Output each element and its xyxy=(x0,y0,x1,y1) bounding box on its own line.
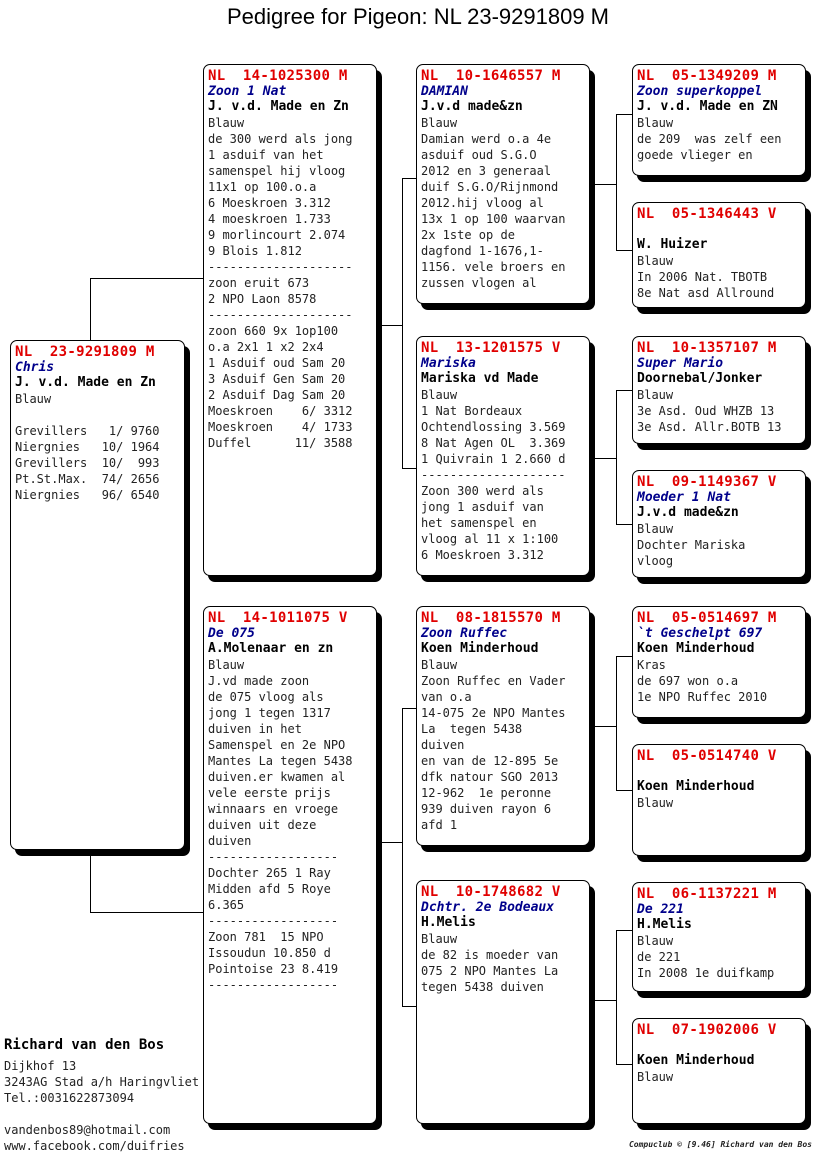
pigeon-name: Mariska xyxy=(421,356,476,371)
pigeon-card-sire-sire-dam[interactable] xyxy=(632,202,806,308)
pigeon-name: Moeder 1 Nat xyxy=(637,490,731,505)
breeder-name: W. Huizer xyxy=(637,237,708,252)
breeder-name: Mariska vd Made xyxy=(421,371,539,386)
info-line: 6.365 xyxy=(208,898,245,912)
connector xyxy=(402,1006,417,1007)
info-line: zussen vlogen al xyxy=(421,276,537,290)
info-line: duiven xyxy=(421,738,465,752)
info-line: Pointoise 23 8.419 xyxy=(208,962,339,976)
pigeon-name: Zoon Ruffec xyxy=(421,626,508,641)
ring-number: NL 13-1201575 V xyxy=(421,340,561,356)
info-line: 3e Asd. Allr.BOTB 13 xyxy=(637,420,782,434)
ring-number: NL 05-1349209 M xyxy=(637,68,777,84)
info-line: 9 morlincourt 2.074 xyxy=(208,228,346,242)
pigeon-card-sire-sire-sire[interactable] xyxy=(632,64,806,176)
info-line: Damian werd o.a 4e xyxy=(421,132,552,146)
info-line: de 697 won o.a xyxy=(637,674,739,688)
info-line: ------------------ xyxy=(208,914,339,928)
connector xyxy=(90,278,91,340)
owner-info xyxy=(4,1036,199,1154)
info-line: duif S.G.O/Rijnmond xyxy=(421,180,559,194)
info-line: van o.a xyxy=(421,690,472,704)
connector xyxy=(616,656,633,657)
info-line: het samenspel en xyxy=(421,516,537,530)
info-line: 939 duiven rayon 6 xyxy=(421,802,552,816)
ring-number: NL 10-1646557 M xyxy=(421,68,561,84)
ring-number: NL 05-0514697 M xyxy=(637,610,777,626)
info-line: 4 moeskroen 1.733 xyxy=(208,212,331,226)
info-line: jong 1 asduif van xyxy=(421,500,544,514)
info-line: 075 2 NPO Mantes La xyxy=(421,964,559,978)
info-line: de 209 was zelf een xyxy=(637,132,782,146)
pigeon-name: DAMIAN xyxy=(421,84,468,99)
connector xyxy=(616,390,633,391)
breeder-name: J. v.d. Made en Zn xyxy=(15,375,156,390)
info-line: duiven.er kwamen al xyxy=(208,770,346,784)
pigeon-name: De 075 xyxy=(208,626,255,641)
info-line: de 82 is moeder van xyxy=(421,948,559,962)
breeder-name: J. v.d. Made en Zn xyxy=(208,99,349,114)
info-line: 2 NPO Laon 8578 xyxy=(208,292,317,306)
info-line: Moeskroen 6/ 3312 xyxy=(208,404,353,418)
breeder-name: Koen Minderhoud xyxy=(637,1053,755,1068)
ring-number: NL 10-1357107 M xyxy=(637,340,777,356)
pigeon-name: Zoon superkoppel xyxy=(637,84,763,99)
info-line: 6 Moeskroen 3.312 xyxy=(208,196,331,210)
info-line: goede vlieger en xyxy=(637,148,753,162)
info-line: Mantes La tegen 5438 xyxy=(208,754,353,768)
breeder-name: Koen Minderhoud xyxy=(637,641,755,656)
ring-number: NL 14-1025300 M xyxy=(208,68,348,84)
pigeon-card-dam-dam[interactable] xyxy=(416,880,590,1124)
connector xyxy=(590,184,616,185)
connector xyxy=(402,178,403,468)
info-line: 13x 1 op 100 waarvan xyxy=(421,212,566,226)
info-line: 1156. vele broers en xyxy=(421,260,566,274)
connector xyxy=(616,250,633,251)
info-line: asduif oud S.G.O xyxy=(421,148,537,162)
info-line: Moeskroen 4/ 1733 xyxy=(208,420,353,434)
owner-street: Dijkhof 13 xyxy=(4,1059,77,1073)
pigeon-name xyxy=(637,1038,801,1053)
pigeon-card-dam-sire-sire[interactable] xyxy=(632,606,806,718)
info-line: 3e Asd. Oud WHZB 13 xyxy=(637,404,775,418)
info-line: 6 Moeskroen 3.312 xyxy=(421,548,544,562)
info-line: 1e NPO Ruffec 2010 xyxy=(637,690,768,704)
info-line: Duffel 11/ 3588 xyxy=(208,436,353,450)
pigeon-card-sire-dam-sire[interactable] xyxy=(632,336,806,444)
pigeon-name: `t Geschelpt 697 xyxy=(637,626,763,641)
ring-number: NL 06-1137221 M xyxy=(637,886,777,902)
info-line: de 075 vloog als xyxy=(208,690,324,704)
pigeon-card-dam-sire[interactable] xyxy=(416,606,590,846)
info-line: In 2008 1e duifkamp xyxy=(637,966,775,980)
info-line: -------------------- xyxy=(208,260,353,274)
connector xyxy=(590,1000,616,1001)
breeder-name: Koen Minderhoud xyxy=(421,641,539,656)
pigeon-card-sire-dam[interactable] xyxy=(416,336,590,576)
info-line: dagfond 1-1676,1- xyxy=(421,244,544,258)
pigeon-card-sire-sire[interactable] xyxy=(416,64,590,304)
info-line: 3 Asduif Gen Sam 20 xyxy=(208,372,346,386)
breeder-name: H.Melis xyxy=(637,917,692,932)
info-line: winnaars en vroege xyxy=(208,802,339,816)
pigeon-name xyxy=(637,222,801,237)
info-line: de 300 werd als jong xyxy=(208,132,353,146)
info-line: Blauw xyxy=(637,522,674,536)
info-line: La tegen 5438 xyxy=(421,722,523,736)
owner-email[interactable]: vandenbos89@hotmail.com xyxy=(4,1123,171,1137)
info-line: Midden afd 5 Roye xyxy=(208,882,331,896)
info-line: Blauw xyxy=(637,388,674,402)
info-line: vele eerste prijs xyxy=(208,786,331,800)
info-line: 8e Nat asd Allround xyxy=(637,286,775,300)
info-line: jong 1 tegen 1317 xyxy=(208,706,331,720)
connector xyxy=(402,708,403,1006)
breeder-name: Koen Minderhoud xyxy=(637,779,755,794)
info-line: Blauw xyxy=(637,934,674,948)
info-line: Blauw xyxy=(421,116,458,130)
connector xyxy=(616,790,633,791)
breeder-name: Doornebal/Jonker xyxy=(637,371,763,386)
breeder-name: J.v.d made&zn xyxy=(637,505,739,520)
info-line: 2012.hij vloog al xyxy=(421,196,544,210)
info-line: Samenspel en 2e NPO xyxy=(208,738,346,752)
connector xyxy=(616,114,617,250)
ring-number: NL 09-1149367 V xyxy=(637,474,777,490)
info-line: Issoudun 10.850 d xyxy=(208,946,331,960)
info-line: Blauw xyxy=(208,658,245,672)
info-line: afd 1 xyxy=(421,818,458,832)
info-line: 1 asduif van het xyxy=(208,148,324,162)
pigeon-card-dam[interactable] xyxy=(203,606,377,1124)
info-line: Blauw xyxy=(421,658,458,672)
info-line: ------------------ xyxy=(208,850,339,864)
info-line: Blauw xyxy=(421,932,458,946)
connector xyxy=(90,912,204,913)
breeder-name: H.Melis xyxy=(421,915,476,930)
connector xyxy=(616,114,633,115)
owner-city: 3243AG Stad a/h Haringvliet xyxy=(4,1075,200,1089)
connector xyxy=(376,325,402,326)
info-line: duiven in het xyxy=(208,722,302,736)
pigeon-name: Dchtr. 2e Bodeaux xyxy=(421,900,555,915)
info-line: 2 Asduif Dag Sam 20 xyxy=(208,388,346,402)
info-line: 2x 1ste op de xyxy=(421,228,515,242)
footer-credit: Compuclub © [9.46] Richard van den Bos xyxy=(628,1140,812,1149)
ring-number: NL 05-0514740 V xyxy=(637,748,777,764)
info-line: vloog xyxy=(637,554,674,568)
pigeon-name xyxy=(637,764,801,779)
info-line: samenspel hij vloog xyxy=(208,164,346,178)
info-line: 14-075 2e NPO Mantes xyxy=(421,706,566,720)
info-line: Blauw xyxy=(15,392,52,406)
info-line: 9 Blois 1.812 xyxy=(208,244,302,258)
info-line: ------------------ xyxy=(208,978,339,992)
connector xyxy=(616,930,617,1064)
info-line: Blauw xyxy=(637,254,674,268)
info-line: Dochter 265 1 Ray xyxy=(208,866,331,880)
info-line: 12-962 1e peronne xyxy=(421,786,552,800)
info-line: vloog al 11 x 1:100 xyxy=(421,532,559,546)
ring-number: NL 08-1815570 M xyxy=(421,610,561,626)
info-line: 1 Asduif oud Sam 20 xyxy=(208,356,346,370)
info-line: Grevillers 10/ 993 xyxy=(15,456,160,470)
connector xyxy=(616,930,633,931)
ring-number: NL 10-1748682 V xyxy=(421,884,561,900)
owner-phone: Tel.:0031622873094 xyxy=(4,1091,135,1105)
info-line: Blauw xyxy=(637,1070,674,1084)
info-line: Pt.St.Max. 74/ 2656 xyxy=(15,472,160,486)
info-line: Niergnies 96/ 6540 xyxy=(15,488,160,502)
info-line: duiven uit deze xyxy=(208,818,317,832)
connector xyxy=(402,468,417,469)
info-line: dfk natour SGO 2013 xyxy=(421,770,559,784)
ring-number: NL 14-1011075 V xyxy=(208,610,348,626)
connector xyxy=(590,726,616,727)
info-line: Blauw xyxy=(208,116,245,130)
pigeon-card-dam-dam-sire[interactable] xyxy=(632,882,806,992)
connector xyxy=(616,390,617,524)
info-line: Kras xyxy=(637,658,666,672)
pigeon-card-sire-dam-dam[interactable] xyxy=(632,470,806,578)
connector xyxy=(376,842,402,843)
connector xyxy=(616,656,617,790)
info-line: 2012 en 3 generaal xyxy=(421,164,552,178)
info-line: J.vd made zoon xyxy=(208,674,310,688)
info-line: -------------------- xyxy=(208,308,353,322)
info-line: Grevillers 1/ 9760 xyxy=(15,424,160,438)
info-line: de 221 xyxy=(637,950,681,964)
connector xyxy=(90,850,91,912)
breeder-name: J. v.d. Made en ZN xyxy=(637,99,778,114)
connector xyxy=(616,1064,633,1065)
info-line: Zoon Ruffec en Vader xyxy=(421,674,566,688)
info-line: Blauw xyxy=(421,388,458,402)
info-line: 1 Quivrain 1 2.660 d xyxy=(421,452,566,466)
info-line: -------------------- xyxy=(421,468,566,482)
info-line: Zoon 781 15 NPO xyxy=(208,930,324,944)
info-line: Ochtendlossing 3.569 xyxy=(421,420,566,434)
ring-number: NL 23-9291809 M xyxy=(15,344,155,360)
info-line: 1 Nat Bordeaux xyxy=(421,404,523,418)
info-line: zoon 660 9x 1op100 xyxy=(208,324,339,338)
owner-website[interactable]: www.facebook.com/duifries xyxy=(4,1139,185,1153)
pigeon-card-sire[interactable] xyxy=(203,64,377,576)
breeder-name: J.v.d made&zn xyxy=(421,99,523,114)
pigeon-name: Super Mario xyxy=(637,356,724,371)
pigeon-name: Zoon 1 Nat xyxy=(208,84,287,99)
info-line: tegen 5438 duiven xyxy=(421,980,544,994)
info-line xyxy=(15,407,180,423)
info-line: Zoon 300 werd als xyxy=(421,484,544,498)
pigeon-name: Chris xyxy=(15,360,55,375)
info-line: 8 Nat Agen OL 3.369 xyxy=(421,436,566,450)
pigeon-card-dam-dam-dam[interactable] xyxy=(632,1018,806,1124)
info-line: duiven xyxy=(208,834,252,848)
breeder-name: A.Molenaar en zn xyxy=(208,641,334,656)
ring-number: NL 05-1346443 V xyxy=(637,206,777,222)
pigeon-card-subject[interactable] xyxy=(10,340,185,850)
info-line: Niergnies 10/ 1964 xyxy=(15,440,160,454)
connector xyxy=(90,278,204,279)
info-line: Dochter Mariska xyxy=(637,538,746,552)
info-line: o.a 2x1 1 x2 2x4 xyxy=(208,340,324,354)
connector xyxy=(402,178,417,179)
owner-name: Richard van den Bos xyxy=(4,1037,165,1053)
info-line: zoon eruit 673 xyxy=(208,276,310,290)
info-line: Blauw xyxy=(637,796,674,810)
connector xyxy=(590,458,616,459)
pigeon-card-dam-sire-dam[interactable] xyxy=(632,744,806,856)
info-line: Blauw xyxy=(637,116,674,130)
page-title: Pedigree for Pigeon: NL 23-9291809 M xyxy=(227,4,609,29)
info-line: en van de 12-895 5e xyxy=(421,754,559,768)
pigeon-name: De 221 xyxy=(637,902,684,917)
ring-number: NL 07-1902006 V xyxy=(637,1022,777,1038)
info-line: In 2006 Nat. TBOTB xyxy=(637,270,768,284)
connector xyxy=(402,708,417,709)
connector xyxy=(616,524,633,525)
info-line: 11x1 op 100.o.a xyxy=(208,180,317,194)
